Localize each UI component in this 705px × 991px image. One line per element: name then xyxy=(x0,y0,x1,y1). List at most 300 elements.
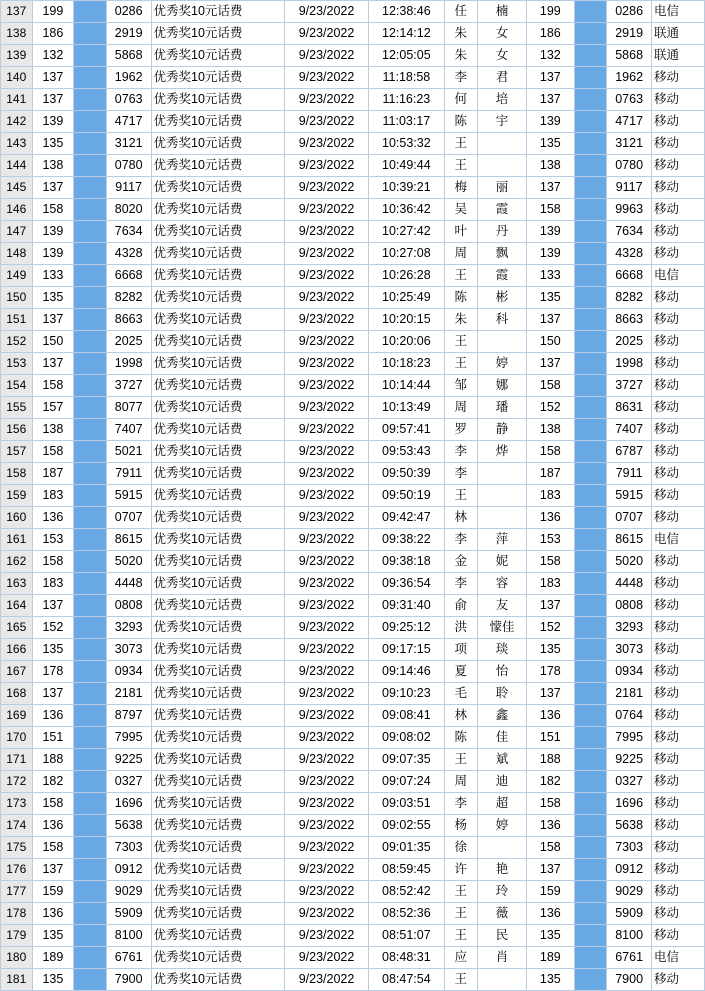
cell-phone-suffix[interactable]: 4717 xyxy=(106,111,151,133)
cell-prize[interactable]: 优秀奖10元话费 xyxy=(151,243,284,265)
cell-phone-prefix-2[interactable]: 178 xyxy=(526,661,574,683)
cell-givenname[interactable]: 女 xyxy=(478,23,527,45)
cell-phone-prefix[interactable]: 150 xyxy=(32,331,74,353)
cell-selected-blank-2[interactable] xyxy=(574,199,607,221)
table-row[interactable] xyxy=(1,111,705,133)
cell-selected-blank-2[interactable] xyxy=(574,793,607,815)
cell-phone-suffix[interactable]: 8282 xyxy=(106,287,151,309)
cell-time[interactable]: 09:01:35 xyxy=(369,837,444,859)
cell-phone-prefix[interactable]: 135 xyxy=(32,969,74,991)
cell-phone-prefix-2[interactable]: 137 xyxy=(526,595,574,617)
cell-phone-prefix-2[interactable]: 152 xyxy=(526,397,574,419)
cell-phone-suffix[interactable]: 6668 xyxy=(106,265,151,287)
cell-date[interactable]: 9/23/2022 xyxy=(284,155,368,177)
cell-phone-prefix[interactable]: 132 xyxy=(32,45,74,67)
cell-prize[interactable]: 优秀奖10元话费 xyxy=(151,309,284,331)
row-header[interactable]: 148 xyxy=(1,243,33,265)
cell-time[interactable]: 09:50:19 xyxy=(369,485,444,507)
cell-phone-prefix[interactable]: 182 xyxy=(32,771,74,793)
cell-selected-blank-2[interactable] xyxy=(574,353,607,375)
cell-phone-suffix[interactable]: 5909 xyxy=(106,903,151,925)
cell-phone-prefix-2[interactable]: 153 xyxy=(526,529,574,551)
cell-phone-prefix[interactable]: 136 xyxy=(32,903,74,925)
row-header[interactable]: 172 xyxy=(1,771,33,793)
cell-phone-suffix[interactable]: 9029 xyxy=(106,881,151,903)
cell-time[interactable]: 12:38:46 xyxy=(369,1,444,23)
cell-time[interactable]: 10:49:44 xyxy=(369,155,444,177)
cell-phone-prefix[interactable]: 158 xyxy=(32,793,74,815)
cell-surname[interactable]: 王 xyxy=(444,331,478,353)
cell-phone-prefix-2[interactable]: 152 xyxy=(526,617,574,639)
cell-phone-suffix[interactable]: 9225 xyxy=(106,749,151,771)
cell-phone-suffix[interactable]: 8020 xyxy=(106,199,151,221)
cell-givenname[interactable] xyxy=(478,837,527,859)
cell-selected-blank[interactable] xyxy=(74,397,107,419)
cell-prize[interactable]: 优秀奖10元话费 xyxy=(151,353,284,375)
cell-surname[interactable]: 朱 xyxy=(444,45,478,67)
cell-selected-blank[interactable] xyxy=(74,287,107,309)
row-header[interactable]: 173 xyxy=(1,793,33,815)
table-row[interactable] xyxy=(1,375,705,397)
cell-carrier[interactable]: 联通 xyxy=(652,45,705,67)
cell-phone-prefix-2[interactable]: 139 xyxy=(526,111,574,133)
row-header[interactable]: 150 xyxy=(1,287,33,309)
cell-phone-prefix[interactable]: 137 xyxy=(32,67,74,89)
cell-time[interactable]: 10:27:08 xyxy=(369,243,444,265)
cell-surname[interactable]: 夏 xyxy=(444,661,478,683)
cell-carrier[interactable]: 移动 xyxy=(652,595,705,617)
cell-surname[interactable]: 王 xyxy=(444,155,478,177)
cell-carrier[interactable]: 移动 xyxy=(652,419,705,441)
cell-phone-prefix-2[interactable]: 139 xyxy=(526,221,574,243)
cell-time[interactable]: 08:47:54 xyxy=(369,969,444,991)
row-header[interactable]: 176 xyxy=(1,859,33,881)
cell-phone-suffix-2[interactable]: 7995 xyxy=(607,727,652,749)
cell-phone-prefix-2[interactable]: 150 xyxy=(526,331,574,353)
cell-date[interactable]: 9/23/2022 xyxy=(284,353,368,375)
cell-selected-blank[interactable] xyxy=(74,23,107,45)
cell-date[interactable]: 9/23/2022 xyxy=(284,573,368,595)
cell-selected-blank[interactable] xyxy=(74,375,107,397)
row-header[interactable]: 164 xyxy=(1,595,33,617)
cell-selected-blank-2[interactable] xyxy=(574,551,607,573)
cell-phone-suffix[interactable]: 7303 xyxy=(106,837,151,859)
cell-carrier[interactable]: 移动 xyxy=(652,837,705,859)
cell-date[interactable]: 9/23/2022 xyxy=(284,529,368,551)
cell-date[interactable]: 9/23/2022 xyxy=(284,463,368,485)
cell-selected-blank-2[interactable] xyxy=(574,133,607,155)
cell-phone-prefix[interactable]: 157 xyxy=(32,397,74,419)
cell-selected-blank-2[interactable] xyxy=(574,309,607,331)
cell-phone-suffix-2[interactable]: 3073 xyxy=(607,639,652,661)
table-row[interactable] xyxy=(1,265,705,287)
cell-selected-blank-2[interactable] xyxy=(574,749,607,771)
cell-selected-blank-2[interactable] xyxy=(574,89,607,111)
cell-phone-suffix[interactable]: 8077 xyxy=(106,397,151,419)
cell-phone-suffix[interactable]: 1962 xyxy=(106,67,151,89)
row-header[interactable]: 168 xyxy=(1,683,33,705)
cell-phone-suffix-2[interactable]: 4717 xyxy=(607,111,652,133)
cell-givenname[interactable]: 聆 xyxy=(478,683,527,705)
cell-prize[interactable]: 优秀奖10元话费 xyxy=(151,89,284,111)
cell-carrier[interactable]: 联通 xyxy=(652,23,705,45)
cell-time[interactable]: 12:05:05 xyxy=(369,45,444,67)
cell-phone-suffix-2[interactable]: 0286 xyxy=(607,1,652,23)
cell-surname[interactable]: 邹 xyxy=(444,375,478,397)
cell-selected-blank[interactable] xyxy=(74,67,107,89)
cell-date[interactable]: 9/23/2022 xyxy=(284,771,368,793)
cell-surname[interactable]: 林 xyxy=(444,507,478,529)
cell-phone-suffix-2[interactable]: 5868 xyxy=(607,45,652,67)
cell-date[interactable]: 9/23/2022 xyxy=(284,749,368,771)
table-row[interactable] xyxy=(1,419,705,441)
cell-date[interactable]: 9/23/2022 xyxy=(284,507,368,529)
cell-carrier[interactable]: 移动 xyxy=(652,221,705,243)
cell-surname[interactable]: 王 xyxy=(444,485,478,507)
cell-phone-prefix-2[interactable]: 136 xyxy=(526,903,574,925)
cell-prize[interactable]: 优秀奖10元话费 xyxy=(151,441,284,463)
cell-prize[interactable]: 优秀奖10元话费 xyxy=(151,199,284,221)
cell-date[interactable]: 9/23/2022 xyxy=(284,67,368,89)
cell-givenname[interactable]: 妮 xyxy=(478,551,527,573)
table-row[interactable] xyxy=(1,947,705,969)
cell-phone-suffix-2[interactable]: 9225 xyxy=(607,749,652,771)
cell-surname[interactable]: 俞 xyxy=(444,595,478,617)
cell-givenname[interactable] xyxy=(478,331,527,353)
cell-phone-suffix[interactable]: 9117 xyxy=(106,177,151,199)
cell-phone-suffix[interactable]: 8100 xyxy=(106,925,151,947)
cell-selected-blank-2[interactable] xyxy=(574,595,607,617)
cell-phone-prefix-2[interactable]: 158 xyxy=(526,199,574,221)
cell-prize[interactable]: 优秀奖10元话费 xyxy=(151,331,284,353)
row-header[interactable]: 155 xyxy=(1,397,33,419)
row-header[interactable]: 156 xyxy=(1,419,33,441)
cell-surname[interactable]: 周 xyxy=(444,243,478,265)
cell-phone-prefix[interactable]: 138 xyxy=(32,419,74,441)
cell-surname[interactable]: 任 xyxy=(444,1,478,23)
table-row[interactable] xyxy=(1,89,705,111)
row-header[interactable]: 169 xyxy=(1,705,33,727)
cell-selected-blank-2[interactable] xyxy=(574,419,607,441)
cell-phone-prefix-2[interactable]: 188 xyxy=(526,749,574,771)
cell-date[interactable]: 9/23/2022 xyxy=(284,903,368,925)
table-row[interactable] xyxy=(1,1,705,23)
cell-surname[interactable]: 李 xyxy=(444,573,478,595)
cell-phone-suffix[interactable]: 7900 xyxy=(106,969,151,991)
cell-selected-blank[interactable] xyxy=(74,683,107,705)
cell-selected-blank-2[interactable] xyxy=(574,243,607,265)
cell-givenname[interactable]: 彬 xyxy=(478,287,527,309)
cell-time[interactable]: 09:17:15 xyxy=(369,639,444,661)
cell-date[interactable]: 9/23/2022 xyxy=(284,947,368,969)
cell-date[interactable]: 9/23/2022 xyxy=(284,639,368,661)
row-header[interactable]: 137 xyxy=(1,1,33,23)
table-row[interactable] xyxy=(1,925,705,947)
cell-date[interactable]: 9/23/2022 xyxy=(284,199,368,221)
cell-surname[interactable]: 应 xyxy=(444,947,478,969)
cell-phone-prefix-2[interactable]: 151 xyxy=(526,727,574,749)
cell-surname[interactable]: 李 xyxy=(444,441,478,463)
table-row[interactable] xyxy=(1,749,705,771)
table-row[interactable] xyxy=(1,859,705,881)
cell-givenname[interactable]: 宇 xyxy=(478,111,527,133)
row-header[interactable]: 152 xyxy=(1,331,33,353)
cell-prize[interactable]: 优秀奖10元话费 xyxy=(151,111,284,133)
table-row[interactable] xyxy=(1,441,705,463)
table-row[interactable] xyxy=(1,155,705,177)
cell-givenname[interactable]: 女 xyxy=(478,45,527,67)
cell-phone-prefix-2[interactable]: 138 xyxy=(526,155,574,177)
row-header[interactable]: 170 xyxy=(1,727,33,749)
cell-carrier[interactable]: 移动 xyxy=(652,353,705,375)
cell-selected-blank[interactable] xyxy=(74,749,107,771)
cell-time[interactable]: 11:16:23 xyxy=(369,89,444,111)
cell-phone-prefix[interactable]: 183 xyxy=(32,573,74,595)
cell-date[interactable]: 9/23/2022 xyxy=(284,265,368,287)
cell-phone-prefix[interactable]: 158 xyxy=(32,551,74,573)
row-header[interactable]: 141 xyxy=(1,89,33,111)
cell-carrier[interactable]: 电信 xyxy=(652,529,705,551)
table-row[interactable] xyxy=(1,529,705,551)
cell-date[interactable]: 9/23/2022 xyxy=(284,727,368,749)
cell-date[interactable]: 9/23/2022 xyxy=(284,1,368,23)
cell-prize[interactable]: 优秀奖10元话费 xyxy=(151,397,284,419)
cell-surname[interactable]: 吴 xyxy=(444,199,478,221)
cell-selected-blank-2[interactable] xyxy=(574,507,607,529)
table-row[interactable] xyxy=(1,683,705,705)
cell-phone-suffix[interactable]: 7407 xyxy=(106,419,151,441)
table-row[interactable] xyxy=(1,463,705,485)
cell-surname[interactable]: 徐 xyxy=(444,837,478,859)
cell-surname[interactable]: 朱 xyxy=(444,23,478,45)
cell-selected-blank[interactable] xyxy=(74,155,107,177)
cell-date[interactable]: 9/23/2022 xyxy=(284,859,368,881)
cell-givenname[interactable]: 飘 xyxy=(478,243,527,265)
cell-selected-blank[interactable] xyxy=(74,485,107,507)
cell-carrier[interactable]: 移动 xyxy=(652,639,705,661)
cell-date[interactable]: 9/23/2022 xyxy=(284,111,368,133)
cell-carrier[interactable]: 移动 xyxy=(652,551,705,573)
row-header[interactable]: 145 xyxy=(1,177,33,199)
row-header[interactable]: 177 xyxy=(1,881,33,903)
cell-phone-prefix[interactable]: 137 xyxy=(32,309,74,331)
cell-phone-prefix[interactable]: 158 xyxy=(32,199,74,221)
cell-phone-suffix[interactable]: 2919 xyxy=(106,23,151,45)
cell-prize[interactable]: 优秀奖10元话费 xyxy=(151,485,284,507)
cell-phone-prefix[interactable]: 158 xyxy=(32,441,74,463)
cell-phone-suffix[interactable]: 5638 xyxy=(106,815,151,837)
table-row[interactable] xyxy=(1,353,705,375)
cell-carrier[interactable]: 移动 xyxy=(652,309,705,331)
table-row[interactable] xyxy=(1,397,705,419)
table-row[interactable] xyxy=(1,903,705,925)
cell-givenname[interactable]: 静 xyxy=(478,419,527,441)
cell-phone-suffix[interactable]: 0780 xyxy=(106,155,151,177)
cell-phone-suffix-2[interactable]: 0912 xyxy=(607,859,652,881)
cell-phone-suffix-2[interactable]: 1998 xyxy=(607,353,652,375)
cell-phone-suffix-2[interactable]: 4448 xyxy=(607,573,652,595)
cell-date[interactable]: 9/23/2022 xyxy=(284,925,368,947)
cell-givenname[interactable]: 娜 xyxy=(478,375,527,397)
cell-time[interactable]: 09:03:51 xyxy=(369,793,444,815)
cell-surname[interactable]: 王 xyxy=(444,969,478,991)
cell-phone-suffix-2[interactable]: 7407 xyxy=(607,419,652,441)
cell-time[interactable]: 10:26:28 xyxy=(369,265,444,287)
cell-selected-blank-2[interactable] xyxy=(574,485,607,507)
cell-date[interactable]: 9/23/2022 xyxy=(284,45,368,67)
cell-selected-blank-2[interactable] xyxy=(574,45,607,67)
cell-carrier[interactable]: 移动 xyxy=(652,89,705,111)
cell-prize[interactable]: 优秀奖10元话费 xyxy=(151,419,284,441)
cell-phone-suffix[interactable]: 2025 xyxy=(106,331,151,353)
cell-date[interactable]: 9/23/2022 xyxy=(284,881,368,903)
table-row[interactable] xyxy=(1,67,705,89)
cell-phone-prefix[interactable]: 135 xyxy=(32,287,74,309)
cell-surname[interactable]: 王 xyxy=(444,925,478,947)
cell-selected-blank[interactable] xyxy=(74,507,107,529)
cell-phone-suffix[interactable]: 3727 xyxy=(106,375,151,397)
cell-selected-blank-2[interactable] xyxy=(574,111,607,133)
cell-date[interactable]: 9/23/2022 xyxy=(284,837,368,859)
cell-selected-blank-2[interactable] xyxy=(574,375,607,397)
cell-phone-prefix-2[interactable]: 187 xyxy=(526,463,574,485)
cell-phone-prefix-2[interactable]: 132 xyxy=(526,45,574,67)
cell-givenname[interactable]: 霞 xyxy=(478,199,527,221)
cell-carrier[interactable]: 移动 xyxy=(652,507,705,529)
cell-date[interactable]: 9/23/2022 xyxy=(284,595,368,617)
row-header[interactable]: 161 xyxy=(1,529,33,551)
row-header[interactable]: 163 xyxy=(1,573,33,595)
cell-phone-suffix[interactable]: 4448 xyxy=(106,573,151,595)
cell-phone-prefix-2[interactable]: 137 xyxy=(526,67,574,89)
cell-phone-prefix[interactable]: 186 xyxy=(32,23,74,45)
cell-phone-prefix[interactable]: 178 xyxy=(32,661,74,683)
cell-phone-suffix[interactable]: 3121 xyxy=(106,133,151,155)
cell-selected-blank[interactable] xyxy=(74,595,107,617)
cell-prize[interactable]: 优秀奖10元话费 xyxy=(151,507,284,529)
cell-phone-prefix-2[interactable]: 137 xyxy=(526,859,574,881)
cell-selected-blank[interactable] xyxy=(74,705,107,727)
cell-time[interactable]: 10:18:23 xyxy=(369,353,444,375)
cell-phone-prefix[interactable]: 137 xyxy=(32,89,74,111)
cell-prize[interactable]: 优秀奖10元话费 xyxy=(151,265,284,287)
cell-givenname[interactable]: 懞佳 xyxy=(478,617,527,639)
cell-phone-prefix-2[interactable]: 139 xyxy=(526,243,574,265)
cell-phone-prefix[interactable]: 158 xyxy=(32,375,74,397)
cell-phone-suffix-2[interactable]: 1696 xyxy=(607,793,652,815)
cell-time[interactable]: 08:52:42 xyxy=(369,881,444,903)
cell-phone-suffix-2[interactable]: 3293 xyxy=(607,617,652,639)
cell-phone-prefix-2[interactable]: 137 xyxy=(526,353,574,375)
cell-phone-prefix-2[interactable]: 159 xyxy=(526,881,574,903)
cell-givenname[interactable] xyxy=(478,507,527,529)
cell-time[interactable]: 08:48:31 xyxy=(369,947,444,969)
table-row[interactable] xyxy=(1,199,705,221)
cell-date[interactable]: 9/23/2022 xyxy=(284,441,368,463)
cell-phone-prefix[interactable]: 135 xyxy=(32,639,74,661)
cell-time[interactable]: 12:14:12 xyxy=(369,23,444,45)
row-header[interactable]: 149 xyxy=(1,265,33,287)
cell-phone-prefix-2[interactable]: 137 xyxy=(526,177,574,199)
cell-phone-prefix[interactable]: 136 xyxy=(32,815,74,837)
cell-prize[interactable]: 优秀奖10元话费 xyxy=(151,705,284,727)
cell-phone-prefix-2[interactable]: 135 xyxy=(526,925,574,947)
cell-phone-suffix-2[interactable]: 5915 xyxy=(607,485,652,507)
cell-prize[interactable]: 优秀奖10元话费 xyxy=(151,529,284,551)
cell-givenname[interactable]: 霞 xyxy=(478,265,527,287)
cell-phone-prefix[interactable]: 153 xyxy=(32,529,74,551)
cell-prize[interactable]: 优秀奖10元话费 xyxy=(151,1,284,23)
cell-surname[interactable]: 陈 xyxy=(444,287,478,309)
cell-selected-blank-2[interactable] xyxy=(574,573,607,595)
cell-carrier[interactable]: 电信 xyxy=(652,265,705,287)
table-row[interactable] xyxy=(1,771,705,793)
cell-phone-prefix[interactable]: 158 xyxy=(32,837,74,859)
cell-phone-prefix[interactable]: 188 xyxy=(32,749,74,771)
table-row[interactable] xyxy=(1,793,705,815)
row-header[interactable]: 162 xyxy=(1,551,33,573)
cell-carrier[interactable]: 移动 xyxy=(652,243,705,265)
row-header[interactable]: 178 xyxy=(1,903,33,925)
cell-carrier[interactable]: 电信 xyxy=(652,947,705,969)
cell-carrier[interactable]: 移动 xyxy=(652,683,705,705)
table-row[interactable] xyxy=(1,573,705,595)
cell-time[interactable]: 10:27:42 xyxy=(369,221,444,243)
table-row[interactable] xyxy=(1,639,705,661)
cell-phone-suffix-2[interactable]: 6668 xyxy=(607,265,652,287)
cell-date[interactable]: 9/23/2022 xyxy=(284,485,368,507)
cell-date[interactable]: 9/23/2022 xyxy=(284,705,368,727)
table-row[interactable] xyxy=(1,815,705,837)
cell-selected-blank[interactable] xyxy=(74,639,107,661)
cell-phone-suffix[interactable]: 0934 xyxy=(106,661,151,683)
cell-surname[interactable]: 朱 xyxy=(444,309,478,331)
cell-givenname[interactable]: 斌 xyxy=(478,749,527,771)
table-row[interactable] xyxy=(1,331,705,353)
cell-surname[interactable]: 李 xyxy=(444,67,478,89)
cell-phone-suffix[interactable]: 2181 xyxy=(106,683,151,705)
cell-selected-blank-2[interactable] xyxy=(574,639,607,661)
cell-phone-prefix-2[interactable]: 158 xyxy=(526,441,574,463)
cell-prize[interactable]: 优秀奖10元话费 xyxy=(151,287,284,309)
cell-selected-blank-2[interactable] xyxy=(574,155,607,177)
cell-selected-blank[interactable] xyxy=(74,309,107,331)
cell-selected-blank[interactable] xyxy=(74,463,107,485)
cell-selected-blank[interactable] xyxy=(74,45,107,67)
cell-prize[interactable]: 优秀奖10元话费 xyxy=(151,903,284,925)
cell-surname[interactable]: 王 xyxy=(444,749,478,771)
cell-phone-prefix[interactable]: 136 xyxy=(32,507,74,529)
cell-selected-blank-2[interactable] xyxy=(574,903,607,925)
table-row[interactable] xyxy=(1,507,705,529)
cell-time[interactable]: 11:03:17 xyxy=(369,111,444,133)
cell-selected-blank[interactable] xyxy=(74,881,107,903)
cell-prize[interactable]: 优秀奖10元话费 xyxy=(151,551,284,573)
cell-date[interactable]: 9/23/2022 xyxy=(284,617,368,639)
row-header[interactable]: 181 xyxy=(1,969,33,991)
cell-phone-prefix-2[interactable]: 136 xyxy=(526,815,574,837)
cell-phone-prefix-2[interactable]: 137 xyxy=(526,309,574,331)
row-header[interactable]: 165 xyxy=(1,617,33,639)
cell-phone-prefix[interactable]: 183 xyxy=(32,485,74,507)
cell-prize[interactable]: 优秀奖10元话费 xyxy=(151,573,284,595)
cell-phone-prefix[interactable]: 136 xyxy=(32,705,74,727)
table-row[interactable] xyxy=(1,969,705,991)
row-header[interactable]: 146 xyxy=(1,199,33,221)
cell-time[interactable]: 09:38:18 xyxy=(369,551,444,573)
cell-selected-blank-2[interactable] xyxy=(574,881,607,903)
cell-carrier[interactable]: 移动 xyxy=(652,331,705,353)
